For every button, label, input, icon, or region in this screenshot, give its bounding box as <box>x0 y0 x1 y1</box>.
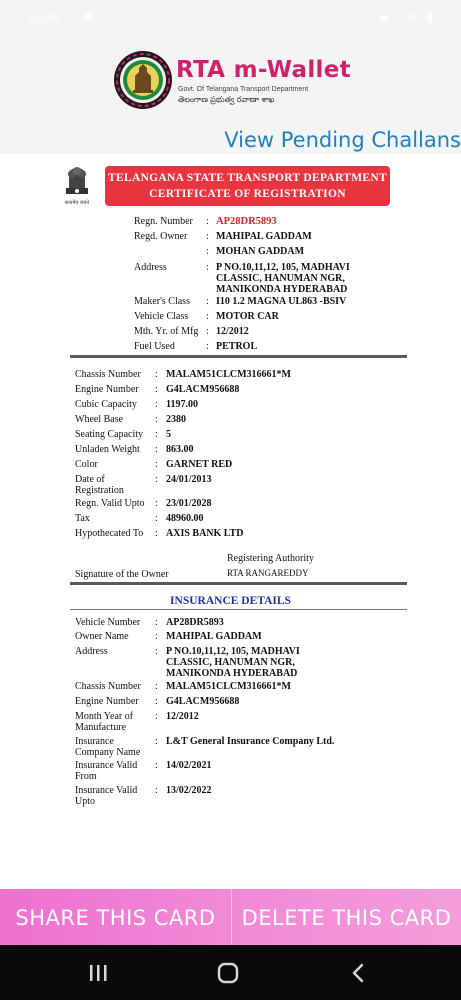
rta-logo <box>113 50 363 114</box>
field-label: Date of Registration <box>75 474 124 496</box>
divider <box>70 582 407 585</box>
app-subtitle: Govt. Of Telangana Transport Department <box>178 86 309 93</box>
notification-icons: ⊙ ▣ • <box>70 9 103 23</box>
field-label: Regd. Owner <box>134 231 188 242</box>
field-value: MALAM51CLCM316661*M <box>166 369 291 380</box>
field-value: 5 <box>166 429 171 440</box>
divider <box>70 355 407 358</box>
field-label: Chassis Number <box>75 681 141 692</box>
field-value: P NO.10,11,12, 105, MADHAVI CLASSIC, HANUMAN NGR, MANIKONDA HYDERABAD <box>166 646 300 679</box>
field-value: I10 1.2 MAGNA UL863 -BSIV <box>216 296 347 307</box>
field-label: Vehicle Number <box>75 617 141 628</box>
field-value: P NO.10,11,12, 105, MADHAVI CLASSIC, HANUMAN NGR, MANIKONDA HYDERABAD <box>216 262 350 295</box>
app-header <box>0 0 461 154</box>
field-label: Engine Number <box>75 696 139 707</box>
field-label: Hypothecated To <box>75 528 144 539</box>
field-value: 2380 <box>166 414 186 425</box>
field-value: 14/02/2021 <box>166 760 212 771</box>
home-icon[interactable] <box>208 959 248 987</box>
system-status-icons: ◉ ⌔ 4G ▮ <box>378 10 433 24</box>
field-separator: : <box>155 429 158 440</box>
field-separator: : <box>206 246 209 257</box>
field-separator: : <box>155 369 158 380</box>
field-separator: : <box>155 696 158 707</box>
field-value: 1197.00 <box>166 399 198 410</box>
field-value: GARNET RED <box>166 459 233 470</box>
field-separator: : <box>155 444 158 455</box>
field-value: MALAM51CLCM316661*M <box>166 681 291 692</box>
telangana-emblem-icon <box>113 50 173 110</box>
field-separator: : <box>206 262 209 273</box>
field-label: Vehicle Class <box>134 311 189 322</box>
app-title: RTA m-Wallet <box>176 57 351 83</box>
field-separator: : <box>155 711 158 722</box>
field-value: 12/2012 <box>216 326 249 337</box>
field-label: Wheel Base <box>75 414 124 425</box>
delete-card-button[interactable]: DELETE THIS CARD <box>231 889 461 945</box>
field-separator: : <box>206 231 209 242</box>
field-value: 48960.00 <box>166 513 204 524</box>
field-label: Unladen Weight <box>75 444 140 455</box>
field-label: Owner Name <box>75 631 129 642</box>
field-value: MAHIPAL GADDAM <box>166 631 262 642</box>
registration-certificate <box>0 154 461 889</box>
field-separator: : <box>206 326 209 337</box>
share-card-button[interactable]: SHARE THIS CARD <box>0 889 231 945</box>
recent-apps-icon[interactable] <box>78 959 118 987</box>
field-label: Tax <box>75 513 90 524</box>
field-label: Color <box>75 459 98 470</box>
field-separator: : <box>155 459 158 470</box>
field-label: Insurance Company Name <box>75 736 141 758</box>
field-label: Address <box>134 262 167 273</box>
field-value: 863.00 <box>166 444 194 455</box>
field-separator: : <box>206 216 209 227</box>
field-value: PETROL <box>216 341 258 352</box>
department-name: TELANGANA STATE TRANSPORT DEPARTMENT <box>108 172 387 184</box>
field-separator: : <box>155 681 158 692</box>
field-separator: : <box>206 311 209 322</box>
field-separator: : <box>155 760 158 771</box>
field-value: MOHAN GADDAM <box>216 246 305 257</box>
status-bar <box>0 0 461 34</box>
field-separator: : <box>155 399 158 410</box>
field-value: 12/2012 <box>166 711 199 722</box>
back-icon[interactable] <box>338 959 378 987</box>
field-value: AP28DR5893 <box>166 617 224 628</box>
registering-authority-label: Registering Authority <box>227 553 314 564</box>
field-value: G4LACM956688 <box>166 384 240 395</box>
national-emblem-icon <box>60 162 94 208</box>
field-label: Cubic Capacity <box>75 399 137 410</box>
field-value: G4LACM956688 <box>166 696 240 707</box>
field-value: AP28DR5893 <box>216 216 277 227</box>
field-separator: : <box>155 414 158 425</box>
field-separator: : <box>155 785 158 796</box>
system-nav-bar <box>0 945 461 1000</box>
field-separator: : <box>155 384 158 395</box>
field-value: AXIS BANK LTD <box>166 528 244 539</box>
emblem-caption: सत्यमेव जयते <box>64 200 90 206</box>
field-separator: : <box>155 631 158 642</box>
field-separator: : <box>155 528 158 539</box>
field-value: MOTOR CAR <box>216 311 279 322</box>
field-label: Seating Capacity <box>75 429 144 440</box>
field-label: Fuel Used <box>134 341 175 352</box>
field-label: Mth. Yr. of Mfg <box>134 326 199 337</box>
field-label: Chassis Number <box>75 369 141 380</box>
field-label: Month Year of Manufacture <box>75 711 134 733</box>
field-label: Regn. Number <box>134 216 193 227</box>
field-separator: : <box>206 296 209 307</box>
field-label: Regn. Valid Upto <box>75 498 145 509</box>
status-time: 10:48 <box>28 10 61 25</box>
view-pending-challans-link[interactable]: View Pending Challans <box>224 128 461 152</box>
department-banner <box>105 166 390 206</box>
field-value: 24/01/2013 <box>166 474 212 485</box>
field-value: L&T General Insurance Company Ltd. <box>166 736 335 747</box>
field-label: Insurance Valid Upto <box>75 785 138 807</box>
field-separator: : <box>155 498 158 509</box>
field-label: Maker's Class <box>134 296 190 307</box>
field-separator: : <box>206 341 209 352</box>
field-separator: : <box>155 474 158 485</box>
registering-authority: RTA RANGAREDDY <box>227 568 309 578</box>
field-value: MAHIPAL GADDAM <box>216 231 312 242</box>
divider <box>70 609 407 610</box>
certificate-title: CERTIFICATE OF REGISTRATION <box>149 188 346 200</box>
field-value: 13/02/2022 <box>166 785 212 796</box>
field-label: Engine Number <box>75 384 139 395</box>
app-subtitle-telugu: తెలంగాణ ప్రభుత్వ రవాణా శాఖ <box>178 95 275 104</box>
field-separator: : <box>155 646 158 657</box>
owner-signature-label: Signature of the Owner <box>75 569 169 580</box>
field-value: 23/01/2028 <box>166 498 212 509</box>
card-actions <box>0 889 461 945</box>
field-separator: : <box>155 736 158 747</box>
field-separator: : <box>155 513 158 524</box>
field-separator: : <box>155 617 158 628</box>
field-label: Address <box>75 646 108 657</box>
field-label: Insurance Valid From <box>75 760 138 782</box>
insurance-heading: INSURANCE DETAILS <box>170 595 291 607</box>
